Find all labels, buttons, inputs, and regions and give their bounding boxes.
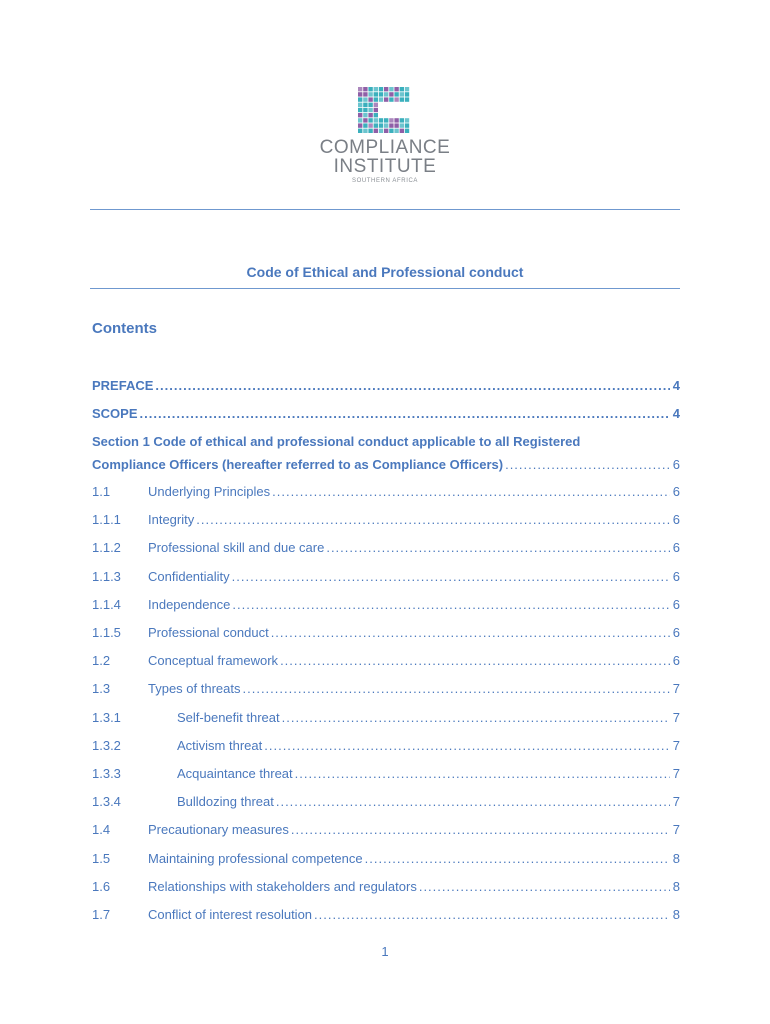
logo-mosaic-tile: [400, 87, 404, 91]
toc-section1-line1: Section 1 Code of ethical and professional conduct applicable to all Registered: [92, 434, 581, 449]
toc-entry-text: Conflict of interest resolution: [148, 907, 313, 922]
dot-leader: [232, 595, 670, 615]
toc-page-number: 7: [672, 737, 680, 753]
toc-entry-link[interactable]: [92, 849, 680, 869]
logo-mosaic-tile: [358, 123, 362, 127]
logo-mosaic-tile: [358, 92, 362, 96]
toc-entry-link[interactable]: [92, 679, 680, 699]
logo-line-3: SOUTHERN AFRICA: [351, 178, 418, 184]
logo-mosaic-tile: [363, 97, 367, 101]
toc-entry-link[interactable]: [92, 623, 680, 643]
logo-mosaic-tile: [384, 123, 388, 127]
logo-mosaic-tile: [374, 103, 378, 107]
dot-leader: [140, 404, 670, 424]
toc-entry-text: Independence: [148, 596, 231, 612]
toc-page-number: 6: [672, 484, 680, 499]
toc-entry-number: 1.1.3: [92, 568, 121, 584]
logo-mosaic-tile: [363, 118, 367, 122]
toc-entry-text: Underlying Principles: [148, 484, 271, 499]
logo-mosaic-tile: [363, 123, 367, 127]
toc-section1-line2: Compliance Officers (hereafter referred to as Compliance Officers): [92, 457, 504, 472]
dot-leader: [505, 453, 670, 476]
dot-leader: [272, 482, 670, 502]
dot-leader: [155, 376, 670, 396]
toc-page-number: 6: [672, 625, 680, 640]
page-number: 1: [381, 944, 389, 959]
dot-leader: [419, 877, 670, 897]
dot-leader: [276, 792, 670, 812]
logo-mosaic-tile: [374, 113, 378, 117]
logo-mosaic-tile: [384, 97, 388, 101]
toc-page-number: 6: [672, 512, 680, 528]
toc-page-number: 6: [672, 540, 680, 556]
logo-mosaic-tile: [368, 113, 372, 117]
toc-entry-link[interactable]: [92, 820, 680, 840]
logo-mosaic-tile: [405, 129, 409, 133]
toc-entry-number: 1.7: [92, 907, 111, 922]
toc-entry-number: 1.3: [92, 681, 111, 697]
toc-entry-number: 1.1.2: [92, 540, 121, 556]
logo-mosaic-tile: [379, 87, 383, 91]
toc-entry-link[interactable]: [92, 538, 680, 558]
toc-entry-link[interactable]: [92, 595, 680, 615]
logo-mosaic-tile: [400, 123, 404, 127]
toc-entry-number: 1.6: [92, 878, 111, 894]
logo-mosaic-tile: [358, 103, 362, 107]
toc-entry-number: 1.3.1: [92, 709, 121, 725]
dot-leader: [365, 849, 670, 869]
toc-entry-link[interactable]: [92, 482, 680, 502]
logo-mosaic-tile: [363, 87, 367, 91]
toc-entry-number: 1.3.2: [92, 737, 121, 753]
logo-mosaic-tile: [394, 123, 398, 127]
toc-page-number: 6: [672, 457, 680, 472]
logo-mosaic-tile: [358, 113, 362, 117]
toc-page-number: 7: [672, 681, 680, 697]
logo-mosaic-tile: [358, 87, 362, 91]
toc-entry-text: PREFACE: [92, 378, 154, 393]
toc-entry-link[interactable]: [92, 877, 680, 897]
logo-mosaic-tile: [400, 97, 404, 101]
toc-entry-link[interactable]: [92, 764, 680, 784]
logo-mosaic-tile: [389, 123, 393, 127]
logo-mosaic-tile: [368, 97, 372, 101]
dot-leader: [196, 510, 670, 530]
toc-entry-number: 1.5: [92, 850, 111, 866]
logo-mosaic-tile: [389, 92, 393, 96]
toc-scope-link[interactable]: [92, 404, 680, 424]
logo-mosaic-tile: [405, 97, 409, 101]
toc-section1-link[interactable]: [92, 430, 680, 476]
logo-mosaic-tile: [394, 129, 398, 133]
logo-mosaic-tile: [363, 103, 367, 107]
toc-page-number: 6: [672, 596, 680, 612]
toc-entry-link[interactable]: [92, 708, 680, 728]
toc-entry-text: Maintaining professional competence: [148, 850, 363, 866]
logo-mosaic-tile: [400, 129, 404, 133]
logo-mosaic-tile: [389, 129, 393, 133]
dot-leader: [295, 764, 670, 784]
toc-entry-link[interactable]: [92, 792, 680, 812]
toc-entry-text: Self-benefit threat: [177, 709, 280, 725]
dot-leader: [264, 736, 670, 756]
logo-mosaic-tile: [400, 118, 404, 122]
logo-mosaic-tile: [374, 118, 378, 122]
logo-mosaic-tile: [363, 108, 367, 112]
logo-mosaic-tile: [384, 129, 388, 133]
logo-mosaic-tile: [379, 92, 383, 96]
toc-entry-text: Professional skill and due care: [148, 540, 325, 556]
toc-page-number: 6: [672, 653, 680, 669]
dot-leader: [314, 905, 670, 925]
logo-mosaic-tile: [384, 118, 388, 122]
dot-leader: [280, 651, 670, 671]
toc-entry-text: Types of threats: [148, 681, 241, 697]
logo-mosaic-tile: [374, 92, 378, 96]
logo-mosaic-tile: [368, 123, 372, 127]
logo-mosaic-tile: [389, 87, 393, 91]
logo-mosaic-tile: [384, 87, 388, 91]
toc-page-number: 8: [672, 850, 680, 866]
logo-mosaic-tile: [374, 97, 378, 101]
top-divider: [90, 209, 680, 210]
logo-mosaic-tile: [379, 97, 383, 101]
logo-mosaic-tile: [374, 129, 378, 133]
toc-page-number: 7: [672, 822, 680, 838]
logo-mosaic-tile: [374, 87, 378, 91]
logo-mosaic-tile: [368, 129, 372, 133]
logo-mosaic-tile: [405, 118, 409, 122]
document-title: Code of Ethical and Professional conduct: [246, 264, 524, 280]
toc-entry-text: Confidentiality: [148, 568, 230, 584]
toc-preface-link[interactable]: [92, 376, 680, 396]
dot-leader: [243, 679, 671, 699]
dot-leader: [282, 708, 670, 728]
dot-leader: [271, 623, 670, 643]
toc-entry-text: Conceptual framework: [148, 653, 279, 669]
logo-mosaic-tile: [368, 108, 372, 112]
logo-mosaic-tile: [368, 103, 372, 107]
toc-entry-text: Acquaintance threat: [177, 766, 293, 781]
logo-mosaic-tile: [368, 118, 372, 122]
logo-mosaic-tile: [400, 92, 404, 96]
toc-entry-text: Relationships with stakeholders and regulators: [148, 878, 417, 894]
dot-leader: [326, 538, 670, 558]
toc-entry-link[interactable]: [92, 736, 680, 756]
toc-page-number: 7: [672, 709, 680, 725]
toc-entry-text: Professional conduct: [148, 625, 269, 640]
toc-entry-link[interactable]: [92, 905, 680, 925]
toc-entry-number: 1.1.5: [92, 625, 121, 640]
toc-entry-number: 1.1.1: [92, 512, 121, 528]
toc-entry-text: SCOPE: [92, 406, 138, 421]
toc-page-number: 8: [672, 878, 680, 894]
logo-mosaic-tile: [358, 129, 362, 133]
toc-entry-text: Activism threat: [177, 737, 263, 753]
toc-page-number: 6: [672, 568, 680, 584]
toc-entry-number: 1.1: [92, 484, 111, 499]
logo-mosaic-tile: [379, 123, 383, 127]
logo-mosaic-tile: [405, 87, 409, 91]
toc-entry-number: 1.1.4: [92, 596, 121, 612]
toc-entry-link[interactable]: [92, 510, 680, 530]
logo-mosaic-tile: [405, 92, 409, 96]
contents-heading: Contents: [92, 320, 157, 337]
toc-page-number: 4: [672, 378, 680, 393]
logo-mosaic-tile: [394, 92, 398, 96]
logo-mosaic-tile: [379, 118, 383, 122]
logo-c-mark-icon: [357, 86, 411, 136]
logo-mosaic-tile: [374, 108, 378, 112]
logo-mosaic-tile: [379, 129, 383, 133]
logo-mosaic-tile: [389, 97, 393, 101]
logo-mosaic-tile: [394, 97, 398, 101]
logo-line-1: COMPLIANCE: [319, 137, 451, 158]
toc-entry-link[interactable]: [92, 651, 680, 671]
logo-mosaic-tile: [358, 97, 362, 101]
toc-page-number: 4: [672, 406, 680, 421]
dot-leader: [232, 567, 670, 587]
logo-mosaic-tile: [363, 129, 367, 133]
logo-mosaic-tile: [363, 92, 367, 96]
logo-mosaic-tile: [374, 123, 378, 127]
toc-page-number: 7: [672, 766, 680, 781]
logo-mosaic-tile: [394, 118, 398, 122]
logo-mosaic-tile: [363, 113, 367, 117]
logo-mosaic-tile: [358, 108, 362, 112]
logo-mosaic-tile: [394, 87, 398, 91]
toc-page-number: 7: [672, 794, 680, 810]
title-divider: [90, 288, 680, 289]
toc-entry-link[interactable]: [92, 567, 680, 587]
logo-mosaic-tile: [368, 87, 372, 91]
logo-mosaic-tile: [389, 118, 393, 122]
logo-mosaic-tile: [368, 92, 372, 96]
toc-entry-text: Bulldozing threat: [177, 794, 274, 810]
toc-entry-number: 1.3.4: [92, 794, 121, 810]
logo-mosaic-tile: [358, 118, 362, 122]
toc-entry-number: 1.2: [92, 653, 111, 669]
logo-mosaic-tile: [384, 92, 388, 96]
toc-entry-text: Precautionary measures: [148, 822, 289, 838]
toc-page-number: 8: [672, 907, 680, 922]
toc-entry-number: 1.4: [92, 822, 111, 838]
logo-mosaic-tile: [405, 123, 409, 127]
compliance-institute-logo: [300, 86, 470, 186]
toc-entry-text: Integrity: [148, 512, 195, 528]
logo-line-2: INSTITUTE: [333, 156, 437, 177]
toc-entry-number: 1.3.3: [92, 766, 121, 781]
dot-leader: [291, 820, 670, 840]
